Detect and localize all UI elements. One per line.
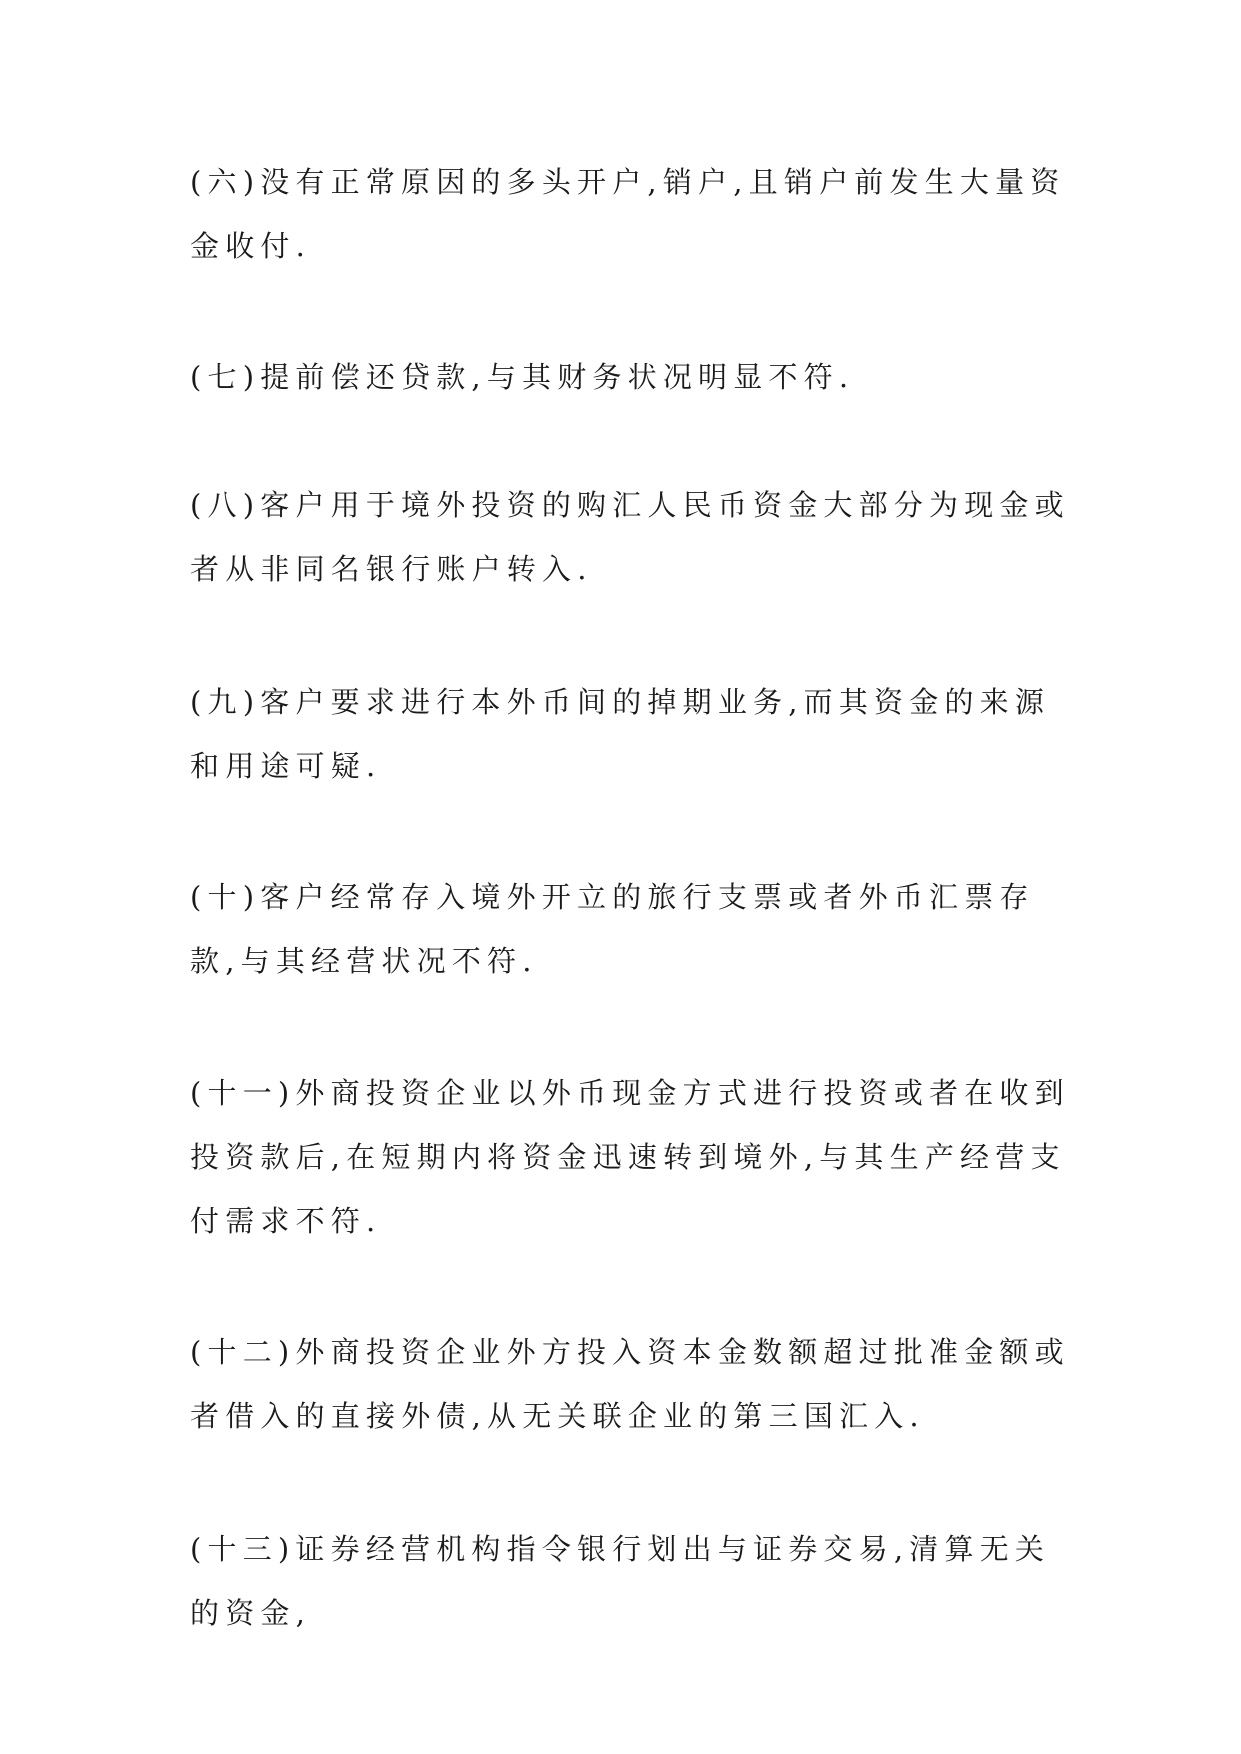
paragraph-10: (十)客户经常存入境外开立的旅行支票或者外币汇票存款,与其经营状况不符. (190, 880, 1035, 978)
paragraph-11: (十一)外商投资企业以外币现金方式进行投资或者在收到投资款后,在短期内将资金迅速转到境外,与其生产经营支付需求不符. (190, 1076, 1070, 1238)
paragraph-13: (十三)证券经营机构指令银行划出与证券交易,清算无关的资金, (190, 1532, 1051, 1630)
paragraph-9: (九)客户要求进行本外币间的掉期业务,而其资金的来源和用途可疑. (190, 685, 1051, 783)
paragraph-12: (十二)外商投资企业外方投入资本金数额超过批准金额或者借入的直接外债,从无关联企业的第三国汇入. (190, 1335, 1070, 1433)
paragraph-6: (六)没有正常原因的多头开户,销户,且销户前发生大量资金收付. (190, 165, 1066, 263)
paragraph-8: (八)客户用于境外投资的购汇人民币资金大部分为现金或者从非同名银行账户转入. (190, 488, 1070, 586)
paragraph-7: (七)提前偿还贷款,与其财务状况明显不符. (190, 360, 855, 394)
